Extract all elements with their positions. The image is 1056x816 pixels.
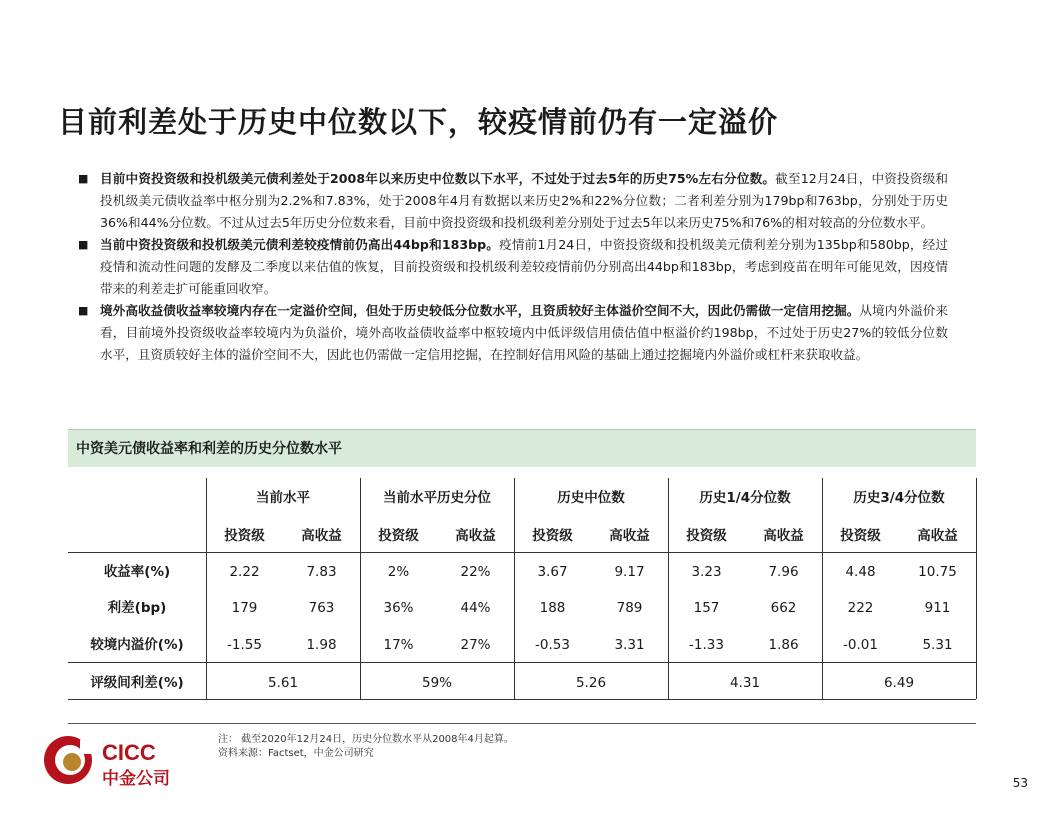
table-cell: 9.17: [614, 564, 645, 580]
table-cell: 3.31: [614, 637, 645, 653]
table-cell: 3.23: [691, 564, 722, 580]
table-cell: 5.26: [575, 675, 607, 691]
table-cell: 789: [616, 600, 643, 616]
footer-divider: [68, 723, 976, 724]
table-cell: 4.48: [845, 564, 876, 580]
bullet-item: [78, 300, 948, 366]
table-cell: 17%: [383, 637, 414, 653]
table-cell: 27%: [460, 637, 491, 653]
bullet-bold: 当前中资投资级和投机级美元债利差较疫情前仍高出44bp和183bp。: [100, 237, 500, 252]
sub-header: 投资级: [840, 528, 881, 544]
sub-header: 高收益: [301, 528, 342, 544]
bullet-square-icon: ■: [78, 304, 89, 317]
sub-header: 投资级: [378, 528, 419, 544]
bullet-square-icon: ■: [78, 172, 89, 185]
table-cell: 157: [693, 600, 720, 616]
table-cell: 1.86: [768, 637, 799, 653]
row-label: 收益率(%): [103, 564, 171, 580]
table-divider: [976, 478, 977, 699]
table-cell: 188: [539, 600, 566, 616]
cicc-logo-mark-icon: [40, 730, 200, 790]
bullet-text: 截至12月24日，中资投资级和投机级美元债收益率中枢分别为2.2%和7.83%，处于2008年4月有数据以来历史2%和22%分位数；二者利差分别为179bp和763bp，分别处于历史36%和44%分位数。不过从过去5年历史分位数来看，目前中资投资级和投机级利差分别处于过去5年以来历史75%和76%的相对较高的分位数水平。: [100, 171, 948, 230]
table-cell: 6.49: [883, 675, 915, 691]
table-cell: 7.83: [306, 564, 337, 580]
group-header: 当前水平历史分位: [383, 490, 491, 506]
sub-header: 高收益: [917, 528, 958, 544]
group-header: 当前水平: [256, 490, 310, 506]
table-cell: 179: [231, 600, 258, 616]
bullet-text: 疫情前1月24日，中资投资级和投机级美元债利差分别为135bp和580bp，经过疫情和流动性问题的发酵及二季度以来估值的恢复，目前投资级和投机级利差较疫情前仍分别高出44bp和183bp，考虑到疫苗在明年可能见效，因疫情带来的利差走扩可能重回收窄。: [100, 237, 949, 296]
table-cell: -0.01: [843, 637, 878, 653]
footnote: 注： 截至2020年12月24日，历史分位数水平从2008年4月起算。: [218, 734, 514, 745]
row-label: 较境内溢价(%): [90, 637, 184, 653]
table-rule: [68, 699, 976, 700]
sub-header: 投资级: [686, 528, 727, 544]
source-note: 资料来源：Factset，中金公司研究: [218, 748, 374, 759]
table-cell: -1.33: [689, 637, 724, 653]
table-cell: 7.96: [768, 564, 799, 580]
group-header: 历史1/4分位数: [699, 490, 791, 506]
row-label: 利差(bp): [107, 600, 167, 616]
table-title: 中资美元债收益率和利差的历史分位数水平: [68, 429, 976, 467]
sub-header: 高收益: [609, 528, 650, 544]
table-cell: 5.31: [922, 637, 953, 653]
group-header: 历史3/4分位数: [853, 490, 945, 506]
bullet-bold: 目前中资投资级和投机级美元债利差处于2008年以来历史中位数以下水平，不过处于过去5年的历史75%左右分位数。: [100, 171, 776, 186]
table-cell: 3.67: [537, 564, 568, 580]
table-cell: 222: [847, 600, 874, 616]
sub-header: 高收益: [763, 528, 804, 544]
bullet-item: [78, 234, 948, 300]
table-cell: 44%: [460, 600, 491, 616]
table-divider: [514, 478, 515, 699]
page-title: 目前利差处于历史中位数以下，较疫情前仍有一定溢价: [58, 105, 779, 139]
table-divider: [360, 478, 361, 699]
bullet-item: [78, 168, 948, 234]
table-rule: [68, 662, 976, 663]
table-cell: 22%: [460, 564, 491, 580]
row-label: 评级间利差(%): [90, 675, 184, 691]
table-cell: 2%: [387, 564, 410, 580]
table-cell: 662: [770, 600, 797, 616]
logo-en-text: CICC: [102, 740, 156, 765]
table-cell: 4.31: [729, 675, 761, 691]
cicc-logo: [40, 730, 200, 790]
logo-cn-text: 中金公司: [102, 769, 170, 789]
table-cell: 1.98: [306, 637, 337, 653]
bullet-list: [78, 168, 948, 366]
table-cell: 36%: [383, 600, 414, 616]
table-divider: [668, 478, 669, 699]
table-divider: [822, 478, 823, 699]
sub-header: 投资级: [532, 528, 573, 544]
bullet-square-icon: ■: [78, 238, 89, 251]
sub-header: 高收益: [455, 528, 496, 544]
table-cell: 59%: [421, 675, 452, 691]
table-cell: -1.55: [227, 637, 262, 653]
table-cell: -0.53: [535, 637, 570, 653]
table-divider: [206, 478, 207, 699]
page-number: 53: [1012, 776, 1028, 790]
table-cell: 2.22: [229, 564, 260, 580]
bullet-bold: 境外高收益债收益率较境内存在一定溢价空间，但处于历史较低分位数水平，且资质较好主体溢价空间不大，因此仍需做一定信用挖掘。: [100, 303, 860, 318]
bullet-text: 从境内外溢价来看，目前境外投资级收益率较境内为负溢价，境外高收益债收益率中枢较境内中低评级信用债估值中枢溢价约198bp，不过处于历史27%的较低分位数水平，且资质较好主体的溢价空间不大，因此也仍需做一定信用挖掘，在控制好信用风险的基础上通过挖掘境内外溢价或杠杆来获取收益。: [100, 303, 949, 362]
table-cell: 5.61: [267, 675, 299, 691]
data-table: [68, 478, 976, 700]
table-cell: 911: [924, 600, 951, 616]
table-cell: 10.75: [918, 564, 957, 580]
table-rule: [68, 552, 976, 553]
group-header: 历史中位数: [557, 490, 625, 506]
sub-header: 投资级: [224, 528, 265, 544]
table-cell: 763: [308, 600, 335, 616]
